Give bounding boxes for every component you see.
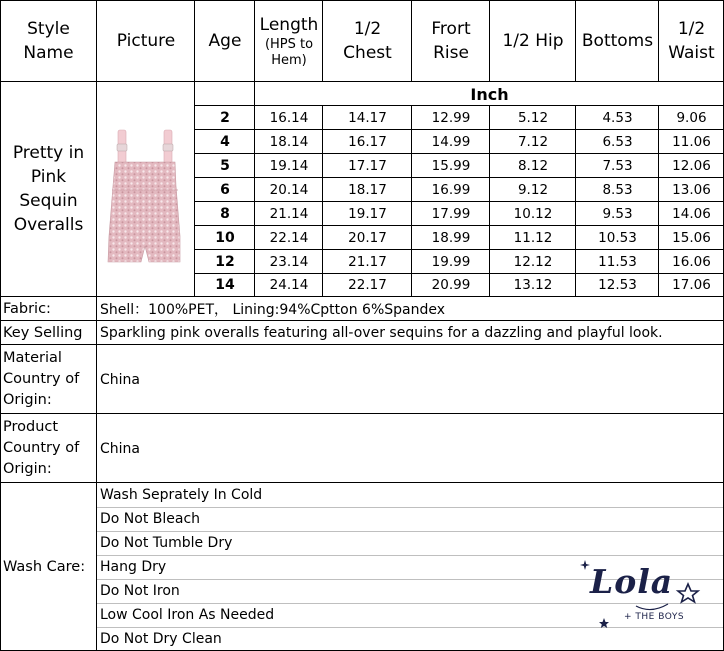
length-cell: 16.14 (269, 110, 309, 126)
fabric-label: Fabric: (3, 300, 51, 317)
chest-cell: 14.17 (348, 110, 387, 126)
grid-line (0, 0, 1, 651)
grid-line (195, 201, 724, 202)
waist-cell: 16.06 (672, 254, 711, 270)
grid-line (195, 273, 724, 274)
length-cell: 21.14 (269, 206, 309, 222)
product-origin-value: China (100, 440, 140, 457)
chest-cell: 22.17 (348, 277, 387, 293)
grid-line (0, 81, 724, 82)
front-rise-cell: 15.99 (431, 158, 471, 174)
grid-line (195, 177, 724, 178)
grid-line (195, 129, 724, 130)
waist-cell: 12.06 (672, 158, 711, 174)
grid-line (575, 105, 576, 296)
hip-cell: 13.12 (513, 277, 553, 293)
header-picture: Picture (116, 31, 176, 51)
bottoms-cell: 12.53 (598, 277, 637, 293)
bottoms-cell: 6.53 (602, 134, 633, 150)
header-hip: 1/2 Hip (502, 31, 564, 51)
style-name-cell (0, 82, 97, 296)
wash-care-item: Low Cool Iron As Needed (100, 607, 275, 623)
hip-cell: 7.12 (517, 134, 549, 150)
grid-line (0, 320, 724, 321)
material-origin-label: Material Country of Origin: (3, 350, 80, 408)
hip-cell: 10.12 (513, 206, 553, 222)
wash-care-label: Wash Care: (3, 559, 86, 575)
unit-label: Inch (470, 84, 509, 104)
product-photo (100, 86, 190, 264)
front-rise-cell: 16.99 (431, 182, 471, 198)
grid-line (195, 249, 724, 250)
wash-care-item: Hang Dry (100, 559, 167, 575)
brand-wordmark: Lola (590, 562, 674, 601)
wash-care-item: Do Not Iron (100, 583, 180, 599)
chest-cell: 19.17 (348, 206, 387, 222)
bottoms-cell: 11.53 (598, 254, 637, 270)
hip-cell: 5.12 (517, 110, 549, 126)
key-selling-value: Sparkling pink overalls featuring all-over sequins for a dazzling and playful look. (100, 325, 663, 341)
hip-cell: 12.12 (513, 254, 553, 270)
product-origin-label: Product Country of Origin: (3, 419, 80, 477)
style-name: Pretty in Pink Sequin Overalls (12, 143, 85, 235)
wash-care-item: Wash Seprately In Cold (100, 487, 263, 503)
age-cell: 6 (220, 182, 230, 198)
waist-cell: 15.06 (672, 230, 711, 246)
grid-line (322, 0, 323, 82)
grid-line-light (97, 531, 724, 532)
grid-line (489, 105, 490, 296)
bottoms-cell: 8.53 (602, 182, 633, 198)
length-cell: 24.14 (269, 277, 309, 293)
length-cell: 23.14 (269, 254, 309, 270)
age-cell: 10 (215, 230, 235, 246)
length-cell: 18.14 (269, 134, 309, 150)
waist-cell: 11.06 (672, 134, 711, 150)
key-selling-label: Key Selling (3, 325, 83, 341)
length-cell: 20.14 (269, 182, 309, 198)
fabric-value: Shell：100%PET， Lining:94%Cptton 6%Spandex (100, 301, 446, 318)
wash-care-item: Do Not Tumble Dry (100, 535, 233, 551)
chest-cell: 18.17 (348, 182, 387, 198)
bottoms-cell: 10.53 (598, 230, 637, 246)
wash-care-item: Do Not Dry Clean (100, 631, 222, 647)
grid-line (411, 105, 412, 296)
hip-cell: 11.12 (513, 230, 553, 246)
brand-tagline: + THE BOYS (624, 612, 685, 622)
bottoms-cell: 4.53 (602, 110, 633, 126)
length-cell: 19.14 (269, 158, 309, 174)
header-waist: 1/2 Waist (668, 19, 715, 63)
header-age: Age (208, 31, 242, 51)
grid-line (195, 105, 724, 106)
grid-line (195, 225, 724, 226)
waist-cell: 17.06 (672, 277, 711, 293)
grid-line (0, 0, 724, 1)
grid-line (194, 0, 195, 296)
age-cell: 12 (215, 254, 235, 270)
brand-logo (576, 556, 706, 636)
length-cell: 22.14 (269, 230, 309, 246)
front-rise-cell: 20.99 (431, 277, 471, 293)
grid-line (0, 344, 724, 345)
front-rise-cell: 18.99 (431, 230, 471, 246)
grid-line (96, 0, 97, 651)
material-origin-value: China (100, 371, 140, 388)
chest-cell: 21.17 (348, 254, 387, 270)
grid-line (0, 296, 724, 297)
chest-cell: 20.17 (348, 230, 387, 246)
chest-cell: 16.17 (348, 134, 387, 150)
hip-cell: 9.12 (517, 182, 549, 198)
front-rise-cell: 12.99 (431, 110, 471, 126)
grid-line (254, 0, 255, 296)
waist-cell: 9.06 (676, 110, 707, 126)
front-rise-cell: 14.99 (431, 134, 471, 150)
grid-line (489, 0, 490, 82)
age-cell: 14 (215, 277, 235, 293)
header-bottoms: Bottoms (581, 31, 654, 51)
age-cell: 4 (220, 134, 230, 150)
chest-cell: 17.17 (348, 158, 387, 174)
wash-care-item: Do Not Bleach (100, 511, 201, 527)
bottoms-cell: 7.53 (602, 158, 633, 174)
front-rise-cell: 19.99 (431, 254, 471, 270)
grid-line (658, 105, 659, 296)
front-rise-cell: 17.99 (431, 206, 471, 222)
age-cell: 5 (220, 158, 230, 174)
bottoms-cell: 9.53 (602, 206, 633, 222)
grid-line (0, 413, 724, 414)
header-style-name: Style Name (23, 19, 74, 63)
grid-line (195, 153, 724, 154)
header-front-rise: Frort Rise (431, 19, 471, 63)
grid-line-light (97, 507, 724, 508)
grid-line (575, 0, 576, 82)
hip-cell: 8.12 (517, 158, 549, 174)
header-chest: 1/2 Chest (343, 19, 392, 63)
header-length: Length (HPS to Hem) (259, 15, 319, 68)
waist-cell: 14.06 (672, 206, 711, 222)
header-length-sub: (HPS to Hem) (264, 37, 314, 68)
age-cell: 2 (220, 110, 230, 126)
age-cell: 8 (220, 206, 230, 222)
waist-cell: 13.06 (672, 182, 711, 198)
grid-line (0, 482, 724, 483)
grid-line (411, 0, 412, 82)
grid-line (322, 105, 323, 296)
grid-line (658, 0, 659, 82)
